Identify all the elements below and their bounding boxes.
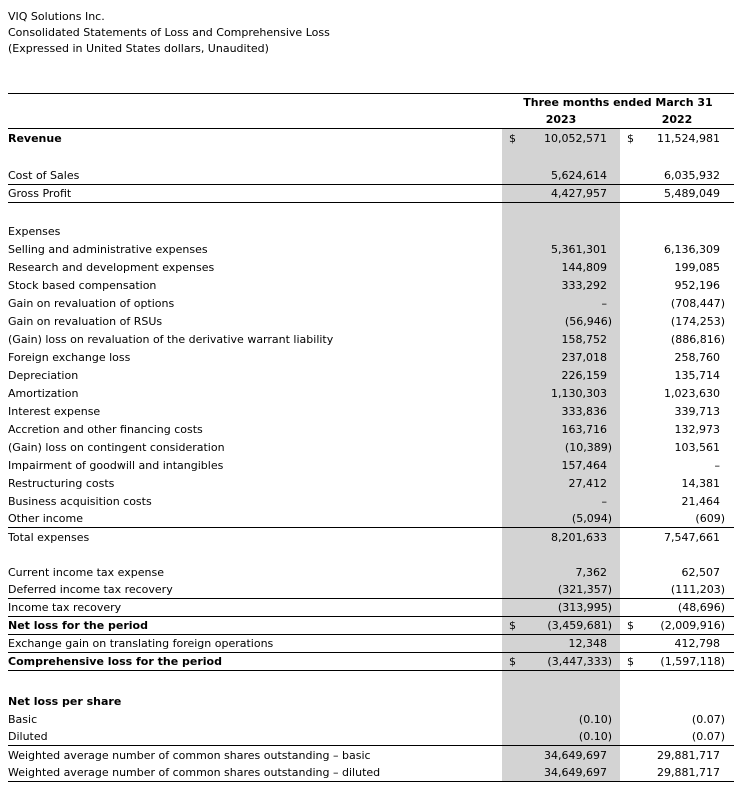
spacer-row [8,671,734,692]
value-cell-2023 [502,276,620,294]
value: – [601,494,607,508]
row-label: Research and development expenses [8,260,215,274]
value: 199,085 [674,260,720,274]
row-label: Stock based compensation [8,278,157,292]
value: 144,809 [561,260,607,274]
row-label: Expenses [8,224,61,238]
table-row [8,563,734,581]
value-cell-2022 [620,167,734,184]
value-cell-2022 [620,474,734,492]
value-cell-2022 [620,330,734,348]
value: (10,389) [564,440,612,454]
row-label: Deferred income tax recovery [8,583,173,596]
row-label: Gain on revaluation of options [8,296,175,310]
value: (111,203) [670,583,725,596]
value: 333,836 [561,404,607,418]
statement-title: Consolidated Statements of Loss and Comprehensive Loss [8,26,330,39]
table-row [8,258,734,276]
value-cell-2022 [620,366,734,384]
value: – [601,296,607,310]
row-label: Weighted average number of common shares outstanding – diluted [8,766,381,779]
currency-symbol: $ [509,131,516,145]
table-row [8,746,734,764]
value: 952,196 [674,278,720,292]
value-cell-2023 [502,617,620,634]
value-cell-2022 [620,294,734,312]
value-cell-2023 [502,147,620,167]
value: 7,362 [575,565,607,579]
value-cell-2023 [502,402,620,420]
value: (3,447,333) [547,655,612,668]
value: (609) [695,512,725,525]
value-cell-2022 [620,671,734,692]
table-row [8,710,734,728]
value: 7,547,661 [664,530,720,544]
value: (0.07) [691,730,725,743]
value: (0.07) [691,712,725,726]
table-row [8,240,734,258]
value: 163,716 [561,422,607,436]
value-cell-2023 [502,366,620,384]
value: 1,130,303 [551,386,607,400]
value-cell-2023 [502,653,620,670]
row-label: Amortization [8,386,79,400]
table-row [8,420,734,438]
value: (313,995) [557,601,612,614]
table-row [8,728,734,746]
value: (321,357) [557,583,612,596]
value: – [714,458,720,472]
table-row [8,330,734,348]
value-cell-2023 [502,420,620,438]
value-cell-2022 [620,312,734,330]
value-cell-2022 [620,147,734,167]
value-cell-2022 [620,563,734,581]
value-cell-2022 [620,653,734,670]
spacer-row [8,147,734,167]
row-label: Basic [8,712,38,726]
value-cell-2023 [502,312,620,330]
table-row [8,294,734,312]
value-cell-2022 [620,617,734,634]
period-header-row [8,94,734,111]
row-label [8,147,502,167]
row-label: Net loss for the period [8,619,148,632]
value: 6,136,309 [664,242,720,256]
table-row [8,635,734,653]
row-label: Business acquisition costs [8,494,152,508]
row-label [8,671,502,692]
value: 34,649,697 [544,766,607,779]
value-cell-2023 [502,294,620,312]
financial-statement-table [8,93,734,782]
row-label: Diluted [8,730,48,743]
value-cell-2023 [502,492,620,510]
table-row [8,312,734,330]
table-row [8,402,734,420]
value-cell-2023 [502,384,620,402]
table-row [8,185,734,203]
value-cell-2022 [620,348,734,366]
value-cell-2022 [620,276,734,294]
value: 27,412 [568,476,607,490]
row-label: Restructuring costs [8,476,115,490]
row-label: Selling and administrative expenses [8,242,208,256]
row-label: Revenue [8,131,62,145]
value-cell-2023 [502,764,620,781]
value: (886,816) [670,332,725,346]
value-cell-2023 [502,599,620,616]
value-cell-2022 [620,240,734,258]
value-cell-2022 [620,203,734,222]
column-header-2023: 2023 [545,113,577,126]
value-cell-2023 [502,438,620,456]
value: 34,649,697 [544,748,607,762]
value: 29,881,717 [657,748,720,762]
value-cell-2022 [620,635,734,652]
value-cell-2023 [502,510,620,527]
row-label: Impairment of goodwill and intangibles [8,458,224,472]
value-cell-2023 [502,692,620,710]
value-cell-2022 [620,222,734,240]
table-row [8,167,734,185]
value-cell-2023 [502,330,620,348]
value-cell-2022 [620,258,734,276]
value-cell-2023 [502,474,620,492]
table-row [8,129,734,147]
value-cell-2022 [620,710,734,728]
value-cell-2022 [620,185,734,202]
value-cell-2022 [620,456,734,474]
row-label: (Gain) loss on revaluation of the derivative warrant liability [8,332,334,346]
value-cell-2022 [620,420,734,438]
value-cell-2022 [620,546,734,563]
table-header [8,94,734,129]
value: 132,973 [674,422,720,436]
value: 333,292 [561,278,607,292]
row-label: Exchange gain on translating foreign operations [8,637,274,650]
table-row [8,366,734,384]
value: 157,464 [561,458,607,472]
row-label: Total expenses [8,530,90,544]
value-cell-2022 [620,599,734,616]
row-label: Accretion and other financing costs [8,422,203,436]
row-label: Comprehensive loss for the period [8,655,222,668]
row-label: Gross Profit [8,187,72,200]
table-row [8,692,734,710]
value: (3,459,681) [547,619,612,632]
value-cell-2023 [502,203,620,222]
value-cell-2022 [620,129,734,147]
value-cell-2023 [502,185,620,202]
value: 237,018 [561,350,607,364]
value-cell-2022 [620,728,734,745]
value: 21,464 [681,494,720,508]
value-cell-2023 [502,581,620,598]
spacer-row [8,546,734,563]
value-cell-2023 [502,167,620,184]
value: (2,009,916) [660,619,725,632]
value: 29,881,717 [657,766,720,779]
value: 12,348 [568,637,607,650]
value: 4,427,957 [551,187,607,200]
value: (174,253) [670,314,725,328]
spacer-row [8,203,734,222]
row-label: Foreign exchange loss [8,350,131,364]
value: 8,201,633 [551,530,607,544]
table-row [8,599,734,617]
table-row [8,276,734,294]
value: (0.10) [578,730,612,743]
value-cell-2023 [502,563,620,581]
value-cell-2023 [502,456,620,474]
value: (5,094) [571,512,612,525]
table-row [8,348,734,366]
value-cell-2022 [620,692,734,710]
currency-symbol: $ [627,619,634,632]
value-cell-2022 [620,528,734,546]
value-cell-2023 [502,746,620,764]
value: 226,159 [561,368,607,382]
value-cell-2023 [502,258,620,276]
statement-note: (Expressed in United States dollars, Unaudited) [8,42,269,55]
currency-symbol: $ [627,655,634,668]
value: 5,361,301 [551,242,607,256]
currency-symbol: $ [509,619,516,632]
company-name: VIQ Solutions Inc. [8,10,105,23]
value: 1,023,630 [664,386,720,400]
period-header: Three months ended March 31 [523,96,713,109]
table-row [8,653,734,671]
table-row [8,617,734,635]
table-row [8,764,734,782]
value: (0.10) [578,712,612,726]
row-label: Cost of Sales [8,169,80,182]
value: 11,524,981 [657,131,720,145]
value: 10,052,571 [544,131,607,145]
value-cell-2023 [502,348,620,366]
value: 62,507 [681,565,720,579]
value: 158,752 [561,332,607,346]
value: (48,696) [677,601,725,614]
value: 103,561 [674,440,720,454]
value-cell-2022 [620,581,734,598]
value: 14,381 [681,476,720,490]
currency-symbol: $ [627,131,634,145]
column-header-2022: 2022 [661,113,693,126]
value-cell-2022 [620,402,734,420]
value-cell-2023 [502,671,620,692]
value: 258,760 [674,350,720,364]
value-cell-2023 [502,728,620,745]
row-label: Net loss per share [8,694,122,708]
value: 412,798 [674,637,720,650]
row-label: Depreciation [8,368,79,382]
currency-symbol: $ [509,655,516,668]
value-cell-2023 [502,240,620,258]
row-label [8,546,502,563]
row-label: Weighted average number of common shares outstanding – basic [8,748,371,762]
value-cell-2022 [620,492,734,510]
value-cell-2022 [620,438,734,456]
row-label: Other income [8,512,84,525]
value-cell-2023 [502,635,620,652]
table-row [8,528,734,546]
value-cell-2022 [620,764,734,781]
row-label: Income tax recovery [8,601,122,614]
table-row [8,492,734,510]
value: 135,714 [674,368,720,382]
value: (708,447) [670,296,725,310]
table-row [8,474,734,492]
value: (1,597,118) [660,655,725,668]
table-row [8,456,734,474]
value-cell-2022 [620,510,734,527]
value-cell-2022 [620,384,734,402]
value: 339,713 [674,404,720,418]
value-cell-2023 [502,546,620,563]
value: 5,489,049 [664,187,720,200]
statement-header [8,0,740,57]
table-body [8,129,734,782]
table-row [8,581,734,599]
table-row [8,510,734,528]
row-label: Current income tax expense [8,565,164,579]
value-cell-2023 [502,528,620,546]
value: (56,946) [564,314,612,328]
row-label [8,203,502,222]
value: 6,035,932 [664,169,720,182]
value-cell-2023 [502,129,620,147]
table-row [8,438,734,456]
value-cell-2023 [502,222,620,240]
value-cell-2022 [620,746,734,764]
row-label: Gain on revaluation of RSUs [8,314,163,328]
table-row [8,222,734,240]
value-cell-2023 [502,710,620,728]
row-label: Interest expense [8,404,101,418]
row-label: (Gain) loss on contingent consideration [8,440,225,454]
value: 5,624,614 [551,169,607,182]
table-row [8,384,734,402]
year-header-row [8,111,734,128]
